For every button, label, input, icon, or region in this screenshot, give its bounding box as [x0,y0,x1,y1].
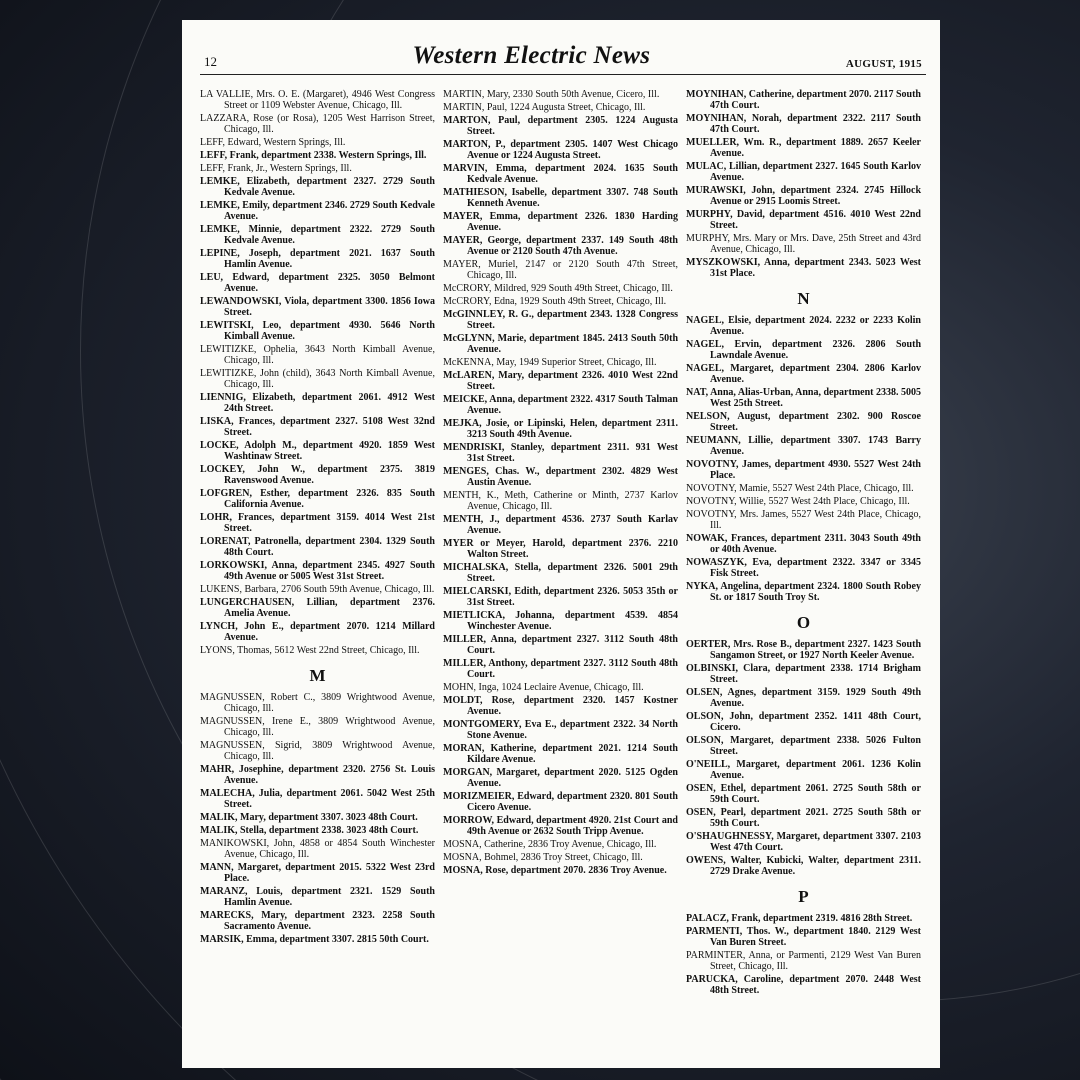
directory-entry: MAYER, George, department 2337. 149 South 48th Avenue or 2120 South 47th Avenue. [443,235,678,257]
directory-entry: NAT, Anna, Alias-Urban, Anna, department 2338. 5005 West 25th Street. [686,387,921,409]
directory-entry: MURAWSKI, John, department 2324. 2745 Hillock Avenue or 2915 Loomis Street. [686,185,921,207]
directory-entry: MARECKS, Mary, department 2323. 2258 South Sacramento Avenue. [200,910,435,932]
directory-columns [200,89,926,998]
column-3 [686,89,921,998]
directory-entry: MALECHA, Julia, department 2061. 5042 West 25th Street. [200,788,435,810]
directory-entry: McCRORY, Edna, 1929 South 49th Street, Chicago, Ill. [443,296,667,307]
directory-entry: O'NEILL, Margaret, department 2061. 1236 Kolin Avenue. [686,759,921,781]
directory-entry: MURPHY, David, department 4516. 4010 West 22nd Street. [686,209,921,231]
directory-entry: MENDRISKI, Stanley, department 2311. 931 West 31st Street. [443,442,678,464]
directory-entry: LEMKE, Minnie, department 2322. 2729 South Kedvale Avenue. [200,224,435,246]
directory-entry: OSEN, Ethel, department 2061. 2725 South 58th or 59th Court. [686,783,921,805]
directory-entry: O'SHAUGHNESSY, Margaret, department 3307. 2103 West 47th Court. [686,831,921,853]
directory-entry: LEMKE, Elizabeth, department 2327. 2729 South Kedvale Avenue. [200,176,435,198]
directory-entry: McGLYNN, Marie, department 1845. 2413 South 50th Avenue. [443,333,678,355]
directory-entry: MARTIN, Mary, 2330 South 50th Avenue, Cicero, Ill. [443,89,660,100]
directory-entry: MARANZ, Louis, department 2321. 1529 South Hamlin Avenue. [200,886,435,908]
directory-entry: MYER or Meyer, Harold, department 2376. 2210 Walton Street. [443,538,678,560]
directory-entry: PARUCKA, Caroline, department 2070. 2448 West 48th Street. [686,974,921,996]
directory-entry: MOHN, Inga, 1024 Leclaire Avenue, Chicago, Ill. [443,682,644,693]
directory-entry: McKENNA, May, 1949 Superior Street, Chicago, Ill. [443,357,657,368]
section-letter: N [797,289,810,308]
section-letter: O [796,613,811,632]
directory-entry: LYNCH, John E., department 2070. 1214 Millard Avenue. [200,621,435,643]
directory-entry: LEU, Edward, department 2325. 3050 Belmont Avenue. [200,272,435,294]
directory-entry: MALIK, Stella, department 2338. 3023 48th Court. [200,825,419,836]
page-number: 12 [204,54,217,69]
directory-entry: OSEN, Pearl, department 2021. 2725 South 58th or 59th Court. [686,807,921,829]
section-letter: M [309,666,326,685]
directory-entry: MANN, Margaret, department 2015. 5322 West 23rd Place. [200,862,435,884]
masthead-title: Western Electric News [412,42,651,69]
directory-entry: LYONS, Thomas, 5612 West 22nd Street, Chicago, Ill. [200,645,420,656]
directory-entry: MAYER, Muriel, 2147 or 2120 South 47th Street, Chicago, Ill. [443,259,678,281]
directory-entry: MURPHY, Mrs. Mary or Mrs. Dave, 25th Street and 43rd Avenue, Chicago, Ill. [686,233,921,255]
directory-entry: NOVOTNY, Willie, 5527 West 24th Place, Chicago, Ill. [686,496,910,507]
newspaper-page [182,20,940,1068]
directory-entry: MEJKA, Josie, or Lipinski, Helen, department 2311. 3213 South 49th Avenue. [443,418,678,440]
directory-entry: McGINNLEY, R. G., department 2343. 1328 Congress Street. [443,309,678,331]
directory-entry: NOWASZYK, Eva, department 2322. 3347 or 3345 Fisk Street. [686,557,921,579]
directory-entry: McLAREN, Mary, department 2326. 4010 West 22nd Street. [443,370,678,392]
directory-entry: MOYNIHAN, Norah, department 2322. 2117 South 47th Court. [686,113,921,135]
directory-entry: OLSON, Margaret, department 2338. 5026 Fulton Street. [686,735,921,757]
directory-entry: LOCKEY, John W., department 2375. 3819 Ravenswood Avenue. [200,464,435,486]
directory-entry: LOCKE, Adolph M., department 4920. 1859 West Washtinaw Street. [200,440,435,462]
directory-entry: NAGEL, Ervin, department 2326. 2806 South Lawndale Avenue. [686,339,921,361]
section-letter: P [798,887,809,906]
directory-entry: LEPINE, Joseph, department 2021. 1637 South Hamlin Avenue. [200,248,435,270]
directory-entry: MARTIN, Paul, 1224 Augusta Street, Chicago, Ill. [443,102,646,113]
directory-entry: OLSON, John, department 2352. 1411 48th Court, Cicero. [686,711,921,733]
directory-entry: LEWITIZKE, Ophelia, 3643 North Kimball Avenue, Chicago, Ill. [200,344,435,366]
directory-entry: MOSNA, Catherine, 2836 Troy Avenue, Chicago, Ill. [443,839,657,850]
directory-entry: MAGNUSSEN, Sigrid, 3809 Wrightwood Avenue, Chicago, Ill. [200,740,435,762]
directory-entry: PARMENTI, Thos. W., department 1840. 2129 West Van Buren Street. [686,926,921,948]
directory-entry: MARTON, Paul, department 2305. 1224 Augusta Street. [443,115,678,137]
directory-entry: NAGEL, Elsie, department 2024. 2232 or 2233 Kolin Avenue. [686,315,921,337]
directory-entry: OLBINSKI, Clara, department 2338. 1714 Brigham Street. [686,663,921,685]
directory-entry: MULAC, Lillian, department 2327. 1645 South Karlov Avenue. [686,161,921,183]
directory-entry: MOLDT, Rose, department 2320. 1457 Kostner Avenue. [443,695,678,717]
directory-entry: LEWANDOWSKI, Viola, department 3300. 1856 Iowa Street. [200,296,435,318]
directory-entry: LORENAT, Patronella, department 2304. 1329 South 48th Court. [200,536,435,558]
directory-entry: MEICKE, Anna, department 2322. 4317 South Talman Avenue. [443,394,678,416]
issue-date: AUGUST, 1915 [845,58,922,70]
directory-entry: MONTGOMERY, Eva E., department 2322. 34 North Stone Avenue. [443,719,678,741]
directory-entry: LEFF, Edward, Western Springs, Ill. [200,137,346,148]
directory-entry: LEFF, Frank, department 2338. Western Springs, Ill. [200,150,427,161]
directory-entry: NOVOTNY, Mamie, 5527 West 24th Place, Chicago, Ill. [686,483,914,494]
directory-entry: MIETLICKA, Johanna, department 4539. 4854 Winchester Avenue. [443,610,678,632]
directory-entry: MENTH, J., department 4536. 2737 South Karlav Avenue. [443,514,678,536]
directory-entry: NOWAK, Frances, department 2311. 3043 South 49th or 40th Avenue. [686,533,921,555]
directory-entry: MILLER, Anna, department 2327. 3112 South 48th Court. [443,634,678,656]
directory-entry: OERTER, Mrs. Rose B., department 2327. 1423 South Sangamon Street, or 1927 North Keeler Avenue. [686,639,921,661]
directory-entry: NOVOTNY, James, department 4930. 5527 West 24th Place. [686,459,921,481]
directory-entry: NYKA, Angelina, department 2324. 1800 South Robey St. or 1817 South Troy St. [686,581,921,603]
directory-entry: LEWITIZKE, John (child), 3643 North Kimball Avenue, Chicago, Ill. [200,368,435,390]
column-2 [443,89,678,998]
directory-entry: MATHIESON, Isabelle, department 3307. 748 South Kenneth Avenue. [443,187,678,209]
directory-entry: MAHR, Josephine, department 2320. 2756 St. Louis Avenue. [200,764,435,786]
directory-entry: MORIZMEIER, Edward, department 2320. 801 South Cicero Avenue. [443,791,678,813]
directory-entry: MAYER, Emma, department 2326. 1830 Harding Avenue. [443,211,678,233]
directory-entry: MENTH, K., Meth, Catherine or Minth, 2737 Karlov Avenue, Chicago, Ill. [443,490,678,512]
directory-entry: LAZZARA, Rose (or Rosa), 1205 West Harrison Street, Chicago, Ill. [200,113,435,135]
directory-entry: LISKA, Frances, department 2327. 5108 West 32nd Street. [200,416,435,438]
directory-entry: MUELLER, Wm. R., department 1889. 2657 Keeler Avenue. [686,137,921,159]
directory-entry: LUKENS, Barbara, 2706 South 59th Avenue, Chicago, Ill. [200,584,435,595]
directory-entry: MAGNUSSEN, Robert C., 3809 Wrightwood Avenue, Chicago, Ill. [200,692,435,714]
directory-entry: LIENNIG, Elizabeth, department 2061. 4912 West 24th Street. [200,392,435,414]
directory-entry: LA VALLIE, Mrs. O. E. (Margaret), 4946 West Congress Street or 1109 Webster Avenue, Chicago, Ill. [200,89,435,111]
directory-entry: MICHALSKA, Stella, department 2326. 5001 29th Street. [443,562,678,584]
directory-entry: LORKOWSKI, Anna, department 2345. 4927 South 49th Avenue or 5005 West 31st Street. [200,560,435,582]
directory-entry: MORGAN, Margaret, department 2020. 5125 Ogden Avenue. [443,767,678,789]
directory-entry: MOSNA, Rose, department 2070. 2836 Troy Avenue. [443,865,667,876]
directory-entry: MIELCARSKI, Edith, department 2326. 5053 35th or 31st Street. [443,586,678,608]
directory-entry: MILLER, Anthony, department 2327. 3112 South 48th Court. [443,658,678,680]
directory-entry: NEUMANN, Lillie, department 3307. 1743 Barry Avenue. [686,435,921,457]
directory-entry: PARMINTER, Anna, or Parmenti, 2129 West Van Buren Street, Chicago, Ill. [686,950,921,972]
directory-entry: MORAN, Katherine, department 2021. 1214 South Kildare Avenue. [443,743,678,765]
directory-entry: MANIKOWSKI, John, 4858 or 4854 South Winchester Avenue, Chicago, Ill. [200,838,435,860]
page-header [200,36,926,75]
directory-entry: MARTON, P., department 2305. 1407 West Chicago Avenue or 1224 Augusta Street. [443,139,678,161]
directory-entry: NOVOTNY, Mrs. James, 5527 West 24th Place, Chicago, Ill. [686,509,921,531]
directory-entry: MORROW, Edward, department 4920. 21st Court and 49th Avenue or 2632 South Tripp Avenue. [443,815,678,837]
directory-entry: LUNGERCHAUSEN, Lillian, department 2376. Amelia Avenue. [200,597,435,619]
directory-entry: OLSEN, Agnes, department 3159. 1929 South 49th Avenue. [686,687,921,709]
directory-entry: MENGES, Chas. W., department 2302. 4829 West Austin Avenue. [443,466,678,488]
directory-entry: MALIK, Mary, department 3307. 3023 48th Court. [200,812,418,823]
directory-entry: MAGNUSSEN, Irene E., 3809 Wrightwood Avenue, Chicago, Ill. [200,716,435,738]
directory-entry: LEMKE, Emily, department 2346. 2729 South Kedvale Avenue. [200,200,435,222]
directory-entry: MOYNIHAN, Catherine, department 2070. 2117 South 47th Court. [686,89,921,111]
directory-entry: McCRORY, Mildred, 929 South 49th Street, Chicago, Ill. [443,283,673,294]
directory-entry: MARVIN, Emma, department 2024. 1635 South Kedvale Avenue. [443,163,678,185]
directory-entry: LOFGREN, Esther, department 2326. 835 South California Avenue. [200,488,435,510]
column-1 [200,89,435,998]
directory-entry: MYSZKOWSKI, Anna, department 2343. 5023 West 31st Place. [686,257,921,279]
directory-entry: LEWITSKI, Leo, department 4930. 5646 North Kimball Avenue. [200,320,435,342]
directory-entry: OWENS, Walter, Kubicki, Walter, department 2311. 2729 Drake Avenue. [686,855,921,877]
directory-entry: NAGEL, Margaret, department 2304. 2806 Karlov Avenue. [686,363,921,385]
directory-entry: LEFF, Frank, Jr., Western Springs, Ill. [200,163,352,174]
directory-entry: MARSIK, Emma, department 3307. 2815 50th Court. [200,934,429,945]
directory-entry: LOHR, Frances, department 3159. 4014 West 21st Street. [200,512,435,534]
directory-entry: NELSON, August, department 2302. 900 Roscoe Street. [686,411,921,433]
directory-entry: PALACZ, Frank, department 2319. 4816 28th Street. [686,913,913,924]
directory-entry: MOSNA, Bohmel, 2836 Troy Street, Chicago, Ill. [443,852,643,863]
